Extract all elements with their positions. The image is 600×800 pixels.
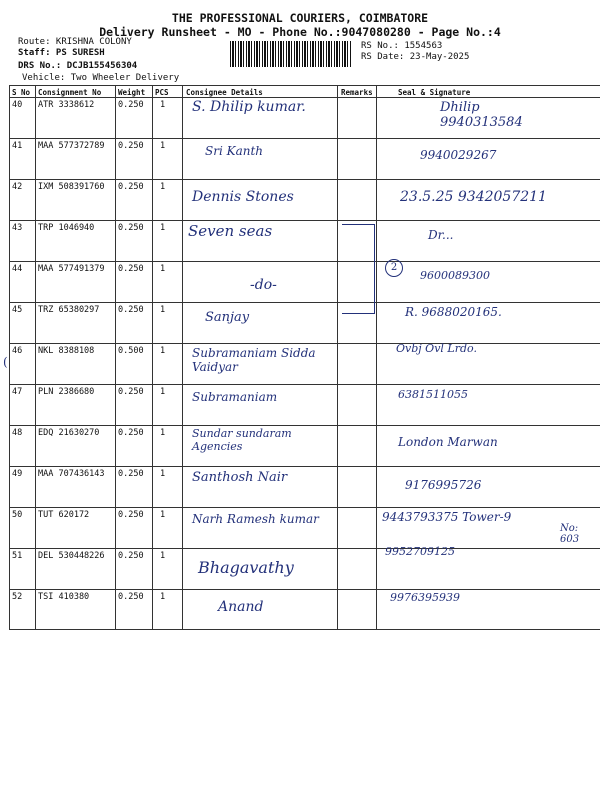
row-pcs: 1 xyxy=(160,305,166,315)
row-sno: 48 xyxy=(12,428,23,438)
row-seal: 23.5.25 9342057211 xyxy=(400,189,547,205)
row-consignment: ATR 3338612 xyxy=(38,100,95,110)
row-seal: 9600089300 xyxy=(420,269,490,282)
row-consignee: Subramaniam xyxy=(192,390,278,404)
row-weight: 0.250 xyxy=(118,100,144,110)
row-weight: 0.250 xyxy=(118,264,144,274)
row-seal: 9976395939 xyxy=(390,591,460,604)
row-sno: 45 xyxy=(12,305,23,315)
col-pcs: PCS xyxy=(155,88,169,97)
grid-row-line xyxy=(9,425,600,426)
row-sno: 51 xyxy=(12,551,23,561)
row-consignee: Subramaniam Sidda Vaidyar xyxy=(192,346,316,375)
row-consignee: Sundar sundaram Agencies xyxy=(192,427,292,454)
row-consignment: TRP 1046940 xyxy=(38,223,95,233)
row-weight: 0.250 xyxy=(118,469,144,479)
grid-row-line xyxy=(9,302,600,303)
row-sno: 43 xyxy=(12,223,23,233)
row-seal: Dr... xyxy=(428,228,454,242)
col-weight: Weight xyxy=(118,88,146,97)
col-remarks: Remarks xyxy=(341,88,373,97)
row-sno: 50 xyxy=(12,510,23,520)
col-consignment: Consignment No xyxy=(38,88,102,97)
row-pcs: 1 xyxy=(160,387,166,397)
vehicle-label: Vehicle: Two Wheeler Delivery xyxy=(22,73,180,83)
staff-label: Staff: PS SURESH xyxy=(18,48,105,58)
row-weight: 0.250 xyxy=(118,387,144,397)
grid-row-line xyxy=(9,384,600,385)
row-pcs: 1 xyxy=(160,592,166,602)
row-seal: 9940029267 xyxy=(420,148,497,162)
row-pcs: 1 xyxy=(160,223,166,233)
col-seal: Seal & Signature xyxy=(398,88,471,97)
row-pcs: 1 xyxy=(160,100,166,110)
row-consignment: NKL 8388108 xyxy=(38,346,95,356)
col-sno: S No xyxy=(12,88,31,97)
row-sno: 52 xyxy=(12,592,23,602)
row-pcs: 1 xyxy=(160,551,166,561)
row-pcs: 1 xyxy=(160,264,166,274)
row-sno: 41 xyxy=(12,141,23,151)
row-consignee: Anand xyxy=(218,599,264,615)
grid-row-line xyxy=(9,97,600,98)
row-consignee: -do- xyxy=(250,277,277,293)
row-consignee: S. Dhilip kumar. xyxy=(192,99,306,115)
row-consignment: MAA 577372789 xyxy=(38,141,105,151)
row-seal: Ovbj Ovl Lrdo. xyxy=(396,342,477,355)
row-sno: 49 xyxy=(12,469,23,479)
grid-row-line xyxy=(9,629,600,630)
row-consignee: Sri Kanth xyxy=(205,144,264,158)
row-consignment: TUT 620172 xyxy=(38,510,90,520)
row-sno: 40 xyxy=(12,100,23,110)
row-consignee: Dennis Stones xyxy=(192,189,294,205)
row-pcs: 1 xyxy=(160,428,166,438)
row-weight: 0.250 xyxy=(118,592,144,602)
row-sno: 47 xyxy=(12,387,23,397)
row-consignee: Santhosh Nair xyxy=(192,470,288,485)
row-weight: 0.250 xyxy=(118,510,144,520)
row-consignee: Bhagavathy xyxy=(198,558,294,577)
row-consignee: Seven seas xyxy=(188,222,273,240)
row-consignment: MAA 577491379 xyxy=(38,264,105,274)
route-label: Route: KRISHNA COLONY xyxy=(18,37,132,47)
row-weight: 0.500 xyxy=(118,346,144,356)
row-consignment: TRZ 65380297 xyxy=(38,305,100,315)
rs-date: RS Date: 23-May-2025 xyxy=(361,52,470,62)
row-pcs: 1 xyxy=(160,469,166,479)
grid-row-line xyxy=(9,179,600,180)
row-seal: 9176995726 xyxy=(405,478,482,492)
col-consignee: Consignee Details xyxy=(186,88,263,97)
margin-mark: ( xyxy=(3,355,8,369)
grid-row-line xyxy=(9,466,600,467)
row-seal: 6381511055 xyxy=(398,388,468,401)
grid-row-line xyxy=(9,261,600,262)
row-weight: 0.250 xyxy=(118,223,144,233)
grid-row-line xyxy=(9,548,600,549)
row-consignee: Sanjay xyxy=(205,310,250,325)
row-consignment: PLN 2386680 xyxy=(38,387,95,397)
row-seal-note: No: 603 xyxy=(560,523,580,545)
row-pcs: 1 xyxy=(160,346,166,356)
row-sno: 42 xyxy=(12,182,23,192)
row-seal: 9952709125 xyxy=(385,545,455,558)
row-sno: 44 xyxy=(12,264,23,274)
grid-row-line xyxy=(9,220,600,221)
row-consignment: IXM 508391760 xyxy=(38,182,105,192)
row-seal: R. 9688020165. xyxy=(405,305,502,319)
row-weight: 0.250 xyxy=(118,551,144,561)
rs-number: RS No.: 1554563 xyxy=(361,41,443,51)
remarks-bracket xyxy=(342,224,375,314)
row-weight: 0.250 xyxy=(118,141,144,151)
row-consignment: MAA 707436143 xyxy=(38,469,105,479)
row-consignment: DEL 530448226 xyxy=(38,551,105,561)
grid-row-line xyxy=(9,85,600,86)
row-seal: Dhilip 9940313584 xyxy=(440,100,523,130)
row-weight: 0.250 xyxy=(118,182,144,192)
grid-row-line xyxy=(9,138,600,139)
grid-row-line xyxy=(9,507,600,508)
row-weight: 0.250 xyxy=(118,305,144,315)
row-pcs: 1 xyxy=(160,510,166,520)
row-consignment: EDQ 21630270 xyxy=(38,428,100,438)
drs-number: DRS No.: DCJB155456304 xyxy=(18,61,138,71)
row-consignee: Narh Ramesh kumar xyxy=(192,512,319,526)
row-consignment: TSI 410380 xyxy=(38,592,90,602)
row-weight: 0.250 xyxy=(118,428,144,438)
runsheet-subtitle: Delivery Runsheet - MO - Phone No.:9047080280 - Page No.:4 xyxy=(99,25,501,39)
company-title: THE PROFESSIONAL COURIERS, COIMBATORE xyxy=(171,11,429,25)
row-seal: London Marwan xyxy=(398,435,498,449)
row-pcs: 1 xyxy=(160,141,166,151)
circle-mark: 2 xyxy=(385,259,403,277)
row-sno: 46 xyxy=(12,346,23,356)
row-seal: 9443793375 Tower-9 xyxy=(382,510,512,524)
barcode xyxy=(230,41,351,67)
grid-row-line xyxy=(9,589,600,590)
row-pcs: 1 xyxy=(160,182,166,192)
